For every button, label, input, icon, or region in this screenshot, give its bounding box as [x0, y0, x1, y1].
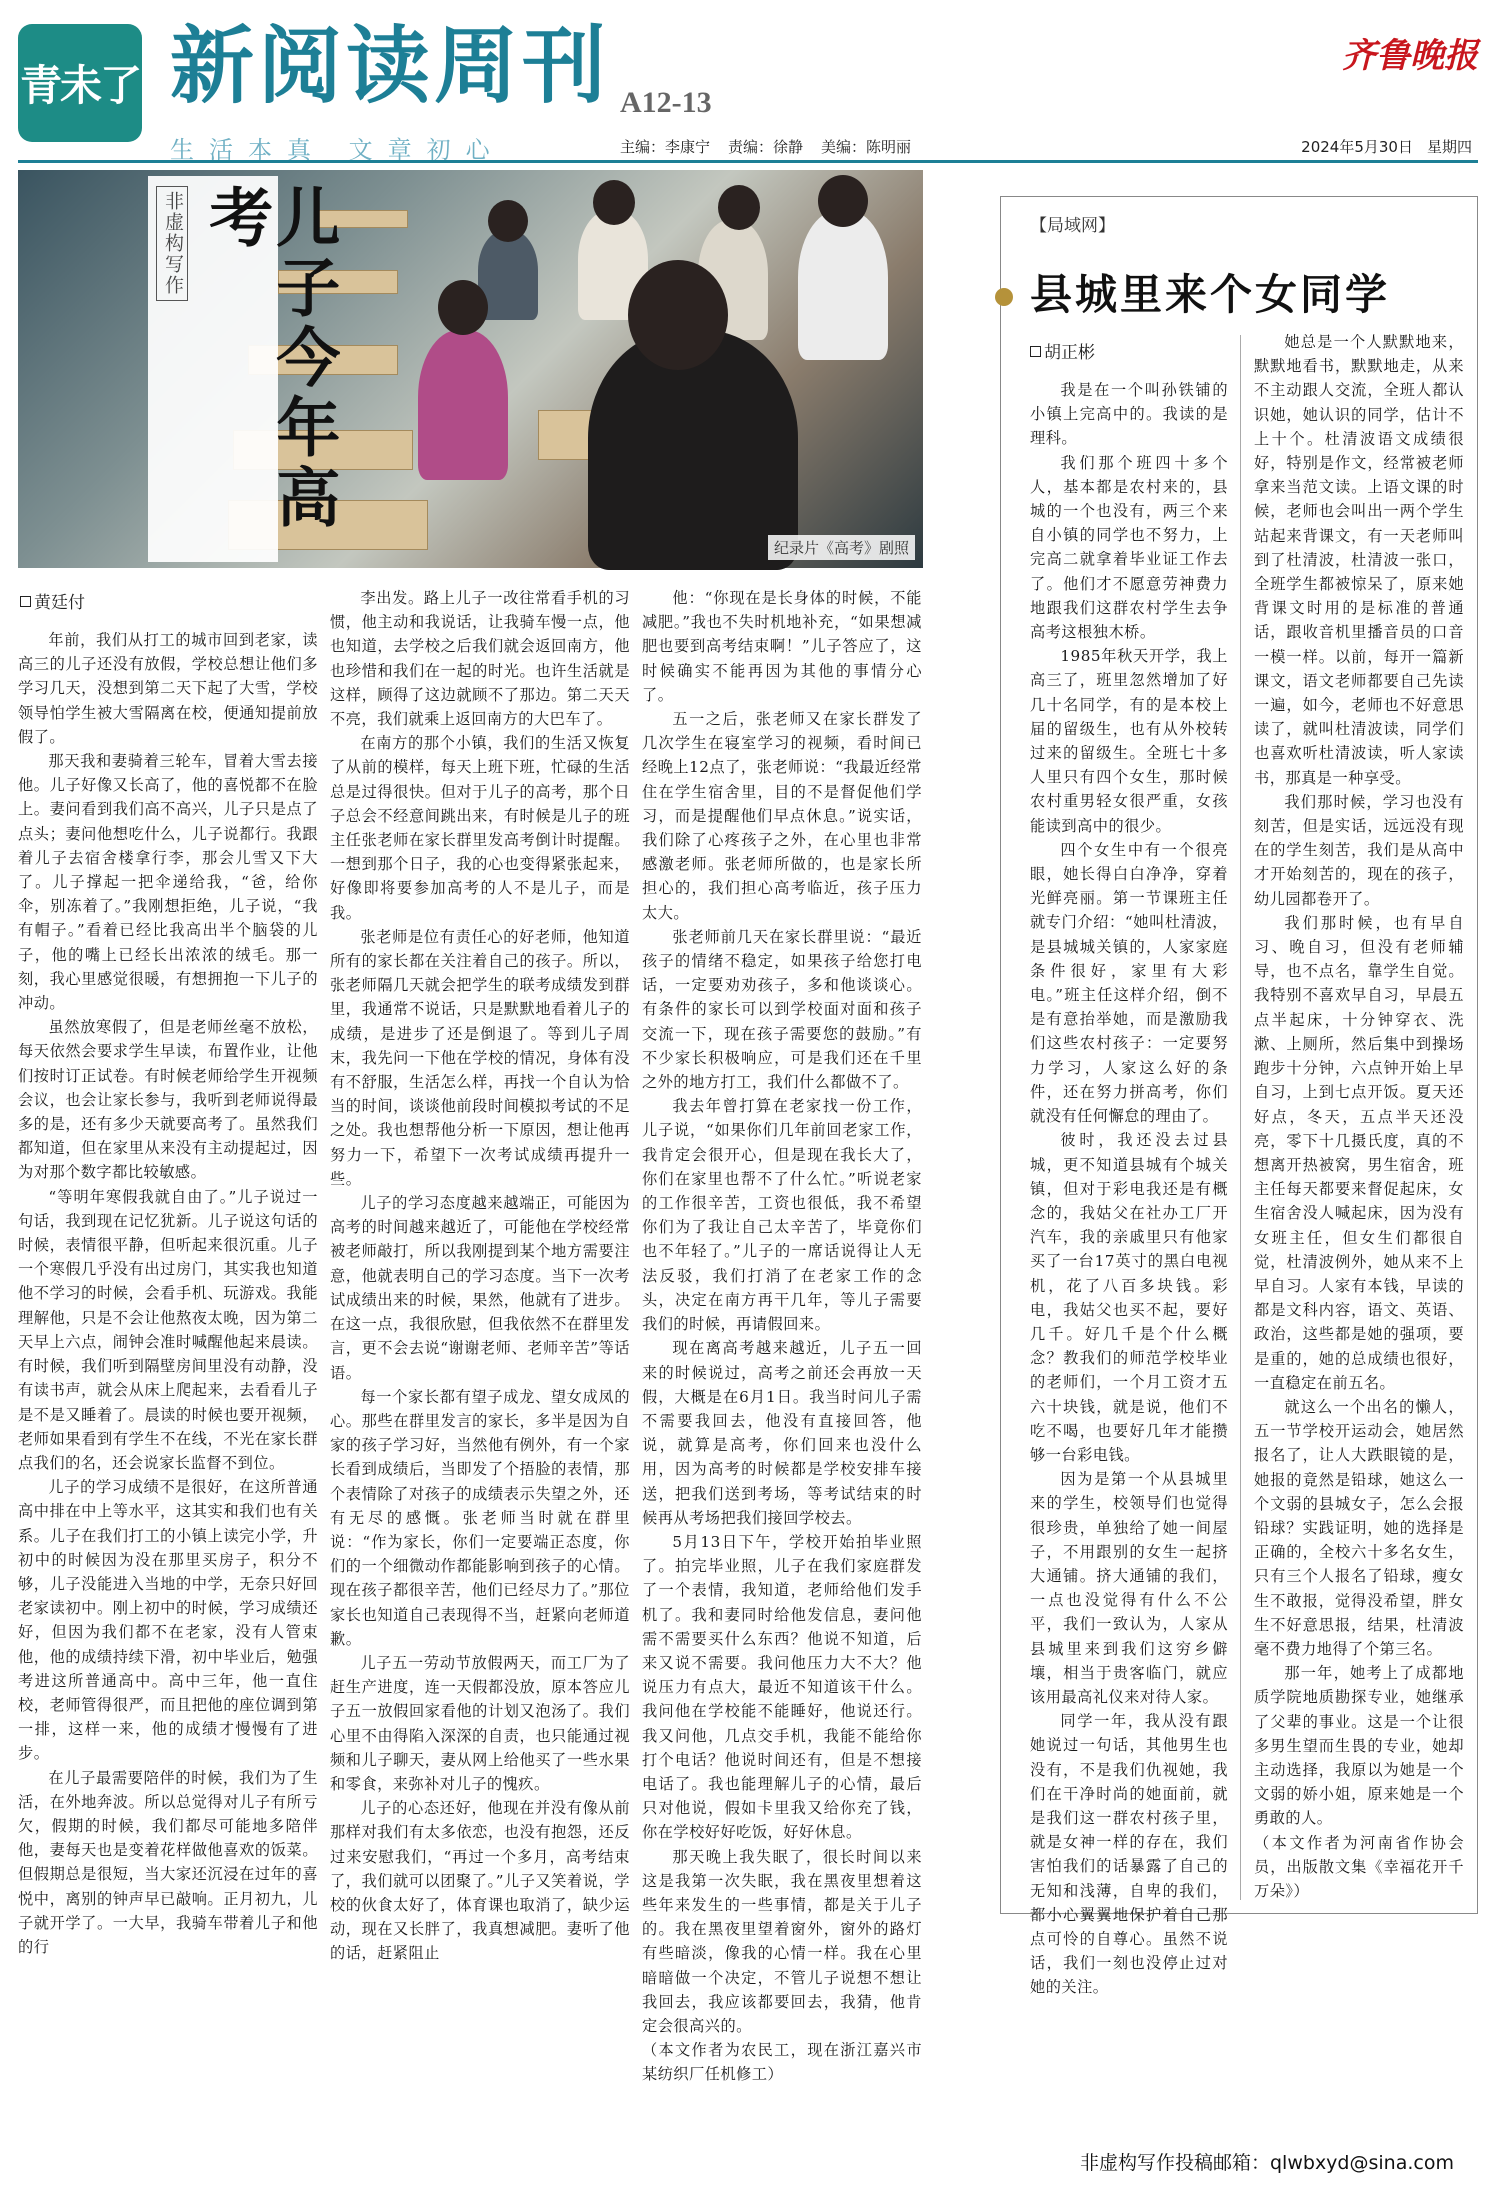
editor-chief: 主编：李康宁: [620, 138, 711, 156]
paragraph: 那一年，她考上了成都地质学院地质勘探专业，她继承了父辈的事业。这是一个让很多男生望而生畏的专业，她却主动选择，我原以为她是一个文弱的娇小姐，原来她是一个勇敢的人。: [1254, 1664, 1464, 1828]
article-column-3: [642, 586, 922, 2148]
editor-credits: [620, 136, 911, 157]
paragraph: 我们那个班四十多个人，基本都是农村来的，县城的一个也没有，两三个来自小镇的同学也不努力，上完高二就拿着毕业证工作去了。他们才不愿意劳神费力地跟我们这群农村学生去争高考这根独木桥。: [1030, 453, 1228, 642]
paragraph: 1985年秋天开学，我上高三了，班里忽然增加了好几十名同学，有的是本校上届的留级生，也有从外校转过来的留级生。全班七十多人里只有四个女生，那时候农村重男轻女很严重，女孩能读到高中的很少。: [1030, 647, 1228, 835]
paragraph: 儿子五一劳动节放假两天，而工厂为了赶生产进度，连一天假都没放，原本答应儿子五一放假回家看他的计划又泡汤了。我们心里不由得陷入深深的自责，也只能通过视频和儿子聊天，妻从网上给他买了一些水果和零食，来弥补对儿子的愧疚。: [330, 1653, 630, 1793]
paragraph: 我去年曾打算在老家找一份工作，儿子说，“如果你们几年前回老家工作，我肯定会很开心，但是现在我长大了，你们在家里也帮不了什么忙。”听说老家的工作很辛苦，工资也很低，我不希望你们为了我让自己太辛苦了，毕竟你们也不年轻了。”儿子的一席话说得让人无法反驳，我们打消了在老家工作的念头，决定在南方再干几年，等儿子需要我们的时候，再请假回来。: [642, 1097, 922, 1334]
paragraph: 那天晚上我失眠了，很长时间以来这是我第一次失眠，我在黑夜里想着这些年来发生的一些事情，都是关于儿子的。我在黑夜里望着窗外，窗外的路灯有些暗淡，像我的心情一样。我在心里暗暗做一个决定，不管儿子说想不想让我回去，我应该都要回去，我猜，他肯定会很高兴的。: [642, 1847, 922, 2035]
paragraph: 李出发。路上儿子一改往常看手机的习惯，他主动和我说话，让我骑车慢一点，他也知道，去学校之后我们就会返回南方，他也珍惜和我们在一起的时光。也许生活就是这样，顾得了这边就顾不了那边。第二天天不亮，我们就乘上返回南方的大巴车了。: [330, 589, 630, 729]
paragraph: 五一之后，张老师又在家长群发了几次学生在寝室学习的视频，看时间已经晚上12点了，张老师说：“我最近经常住在学生宿舍里，目的不是督促他们学习，而是提醒他们早点休息。”说实话，我们除了心疼孩子之外，在心里也非常感激老师。张老师所做的，也是家长所担心的，我们担心高考临近，孩子压力太大。: [642, 710, 922, 922]
paragraph: 虽然放寒假了，但是老师丝毫不放松，每天依然会要求学生早读，布置作业，让他们按时订正试卷。有时候老师给学生开视频会议，也会让家长参与，我听到老师说得最多的是，还有多少天就要高考了。虽然我们都知道，但在家里从来没有主动提起过，因为对那个数字都比较敏感。: [18, 1018, 318, 1182]
article-column-2: [330, 586, 630, 2148]
author-note: （本文作者为农民工，现在浙江嘉兴市某纺织厂任机修工）: [642, 2041, 922, 2084]
paragraph: 我们那时候，也有早自习、晚自习，但没有老师辅导，也不点名，靠学生自觉。我特别不喜欢早自习，早晨五点半起床，十分钟穿衣、洗漱、上厕所，然后集中到操场跑步十分钟，六点钟开始上早自习，上到七点开饭。夏天还好点，冬天，五点半天还没亮，零下十几摄氏度，真的不想离开热被窝，男生宿舍，班主任每天都要来督促起床，女生宿舍没人喊起床，因为没有女班主任，但女生们都很自觉，杜清波例外，她从来不上早自习。人家有本钱，早读的都是文科内容，语文、英语、政治，这些都是她的强项，要是重的，她的总成绩也很好，一直稳定在前五名。: [1254, 913, 1464, 1392]
submission-email: 非虚构写作投稿邮箱：qlwbxyd@sina.com: [1080, 2152, 1454, 2174]
paragraph: 那天我和妻骑着三轮车，冒着大雪去接他。儿子好像又长高了，他的喜悦都不在脸上。妻问看到我们高不高兴，儿子只是点了点头；妻问他想吃什么，儿子说都行。我跟着儿子去宿舍楼拿行李，那会儿雪又下大了。儿子撑起一把伞递给我，“爸，给你伞，别冻着了。”我刚想拒绝，儿子说，“我有帽子。”看着已经比我高出半个脑袋的儿子，他的嘴上已经长出浓浓的绒毛。那一刻，我心里感觉很暖，有想拥抱一下儿子的冲动。: [18, 752, 318, 1013]
byline-box-icon: [1030, 346, 1041, 357]
author-note: （本文作者为河南省作协会员，出版散文集《幸福花开千万朵》）: [1254, 1833, 1464, 1900]
page-code: A12-13: [620, 86, 712, 119]
paragraph: 儿子的心态还好，他现在并没有像从前那样对我们有太多依恋，也没有抱怨，还反过来安慰我们，“再过一个多月，高考结束了，我们就可以团聚了。”儿子又笑着说，学校的伙食太好了，体育课也取消了，缺少运动，现在又长胖了，我真想减肥。妻听了他的话，赶紧阻止: [330, 1799, 630, 1963]
paragraph: 就这么一个出名的懒人，五一节学校开运动会，她居然报名了，让人大跌眼镜的是，她报的竟然是铅球，她这么一个文弱的县城女子，怎么会报铅球？实践证明，她的选择是正确的，全校六十多名女生，只有三个人报名了铅球，瘦女生不敢报，觉得没希望，胖女生不好意思报，结果，杜清波毫不费力地得了个第三名。: [1254, 1397, 1464, 1658]
paragraph: 彼时，我还没去过县城，更不知道县城有个城关镇，但对于彩电我还是有概念的，我姑父在社办工厂开汽车，我的亲戚里只有他家买了一台17英寸的黑白电视机，花了八百多块钱。彩电，我姑父也买不起，要好几千。好几千是个什么概念？教我们的师范学校毕业的老师们，一个月工资才五六十块钱，就是说，他们不吃不喝，也要好几年才能攒够一台彩电钱。: [1030, 1131, 1228, 1464]
article-column-1: [18, 628, 318, 2148]
title-bullet-icon: [995, 288, 1013, 306]
paragraph: 每一个家长都有望子成龙、望女成凤的心。那些在群里发言的家长，多半是因为自家的孩子学习好，当然他有例外，有一个家长看到成绩后，当即发了个捂脸的表情，那个表情除了对孩子的成绩表示失望之外，还有无尽的感慨。张老师当时就在群里说：“作为家长，你们一定要端正态度，你们的一个细微动作都能影响到孩子的心情。现在孩子都很辛苦，他们已经尽力了。”那位家长也知道自己表现得不当，赶紧向老师道歉。: [330, 1387, 630, 1648]
paragraph: 张老师前几天在家长群里说：“最近孩子的情绪不稳定，如果孩子给您打电话，一定要劝劝孩子，多和他谈谈心。有条件的家长可以到学校面对面和孩子交流一下，现在孩子需要您的鼓励。”有不少家长积极响应，可是我们还在千里之外的地方打工，我们什么都做不了。: [642, 927, 922, 1092]
column-tag: 【局域网】: [1030, 216, 1115, 236]
genre-label: 非虚构写作: [156, 186, 188, 301]
paragraph: 我是在一个叫孙铁铺的小镇上完高中的。我读的是理科。: [1030, 381, 1228, 448]
sidebar-column-1: [1030, 378, 1228, 1997]
paragraph: 她总是一个人默默地来，默默地看书，默默地走，从来不主动跟人交流，全班人都认识她，她认识的同学，估计不上十个。杜清波语文成绩很好，特别是作文，经常被老师拿来当范文读。上语文课的时候，老师也会叫出一两个学生站起来背课文，有一天老师叫到了杜清波，杜清波一张口，全班学生都被惊呆了，原来她背课文时用的是标准的普通话，跟收音机里播音员的口音一模一样。以前，每开一篇新课文，语文老师都要自己先读一遍，如今，老师也不好意思读了，就叫杜清波读，同学们也喜欢听杜清波读，听人家读书，那真是一种享受。: [1254, 333, 1464, 787]
sidebar-article-byline: [1030, 338, 1095, 363]
paragraph: 同学一年，我从没有跟她说过一句话，其他男生也没有，不是我们仇视她，我们在干净时尚的她面前，就是我们这一群农村孩子里，就是女神一样的存在，我们害怕我们的话暴露了自己的无知和浅薄，自卑的我们，都小心翼翼地保护着自己那点可怜的自尊心。虽然不说话，我们一刻也没停止过对她的关注。: [1030, 1712, 1228, 1997]
sidebar-article-title: 县城里来个女同学: [1030, 270, 1391, 319]
paragraph: 现在离高考越来越近，儿子五一回来的时候说过，高考之前还会再放一天假，大概是在6月1日。我当时问儿子需不需要我回去，他没有直接回答，他说，就算是高考，你们回来也没什么用，因为高考的时候都是学校安排车接送，把我们送到考场，等考试结束的时候再从考场把我们接回学校去。: [642, 1339, 922, 1527]
article-title-panel: [148, 176, 341, 562]
designer: 美编：陈明丽: [821, 138, 912, 156]
paragraph: 5月13日下午，学校开始拍毕业照了。拍完毕业照，儿子在我们家庭群发了一个表情，我知道，老师给他们发手机了。我和妻同时给他发信息，妻问他需不需要买什么东西？他说不知道，后来又说不需要。我问他压力大不大？他说压力有点大，最近不知道该干什么。我问他在学校能不能睡好，他说还行。我又问他，几点交手机，我能不能给你打个电话？他说时间还有，但是不想接电话了。我也能理解儿子的心情，最后只对他说，假如卡里我又给你充了钱，你在学校好好吃饭，好好休息。: [642, 1532, 922, 1842]
issue-weekday: 星期四: [1426, 138, 1472, 156]
sidebar-column-2: [1254, 330, 1464, 1908]
paragraph: 在儿子最需要陪伴的时候，我们为了生活，在外地奔波。所以总觉得对儿子有所亏欠，假期的时候，我们都尽可能地多陪伴他，妻每天也是变着花样做他喜欢的饭菜。但假期总是很短，当大家还沉浸在过年的喜悦中，离别的钟声早已敲响。正月初九，儿子就开学了。一大早，我骑车带着儿子和他的行: [18, 1768, 318, 1956]
paragraph: 他：“你现在是长身体的时候，不能减肥。”我也不失时机地补充，“如果想减肥也要到高考结束啊！”儿子答应了，这时候确实不能再因为其他的事情分心了。: [642, 589, 922, 704]
article-title: 儿子今年高考: [198, 184, 341, 534]
paragraph: 四个女生中有一个很亮眼，她长得白白净净，穿着光鲜亮丽。第一节课班主任就专门介绍：“她叫杜清波，是县城城关镇的，人家家庭条件很好，家里有大彩电。”班主任这样介绍，倒不是有意抬举她，而是激励我们这些农村孩子：一定要努力学习，人家这么好的条件，还在努力拼高考，你们就没有任何懈怠的理由了。: [1030, 840, 1228, 1126]
paragraph: “等明年寒假我就自由了。”儿子说过一句话，我到现在记忆犹新。儿子说这句话的时候，表情很平静，但听起来很沉重。儿子一个寒假几乎没有出过房门，其实我也知道他不学习的时候，会看手机、玩游戏。我能理解他，只是不会让他熬夜太晚，因为第二天早上六点，闹钟会准时喊醒他起来晨读。有时候，我们听到隔壁房间里没有动静，没有读书声，就会从床上爬起来，去看看儿子是不是又睡着了。晨读的时候也要开视频，老师如果看到有学生不在线，不光在家长群点我们的名，还会说家长监督不到位。: [18, 1187, 318, 1472]
paragraph: 儿子的学习态度越来越端正，可能因为高考的时间越来越近了，可能他在学校经常被老师敲打，所以我刚提到某个地方需要注意，他就表明自己的学习态度。当下一次考试成绩出来的时候，果然，他就有了进步。在这一点，我很欣慰，但我依然不在群里发言，更不会去说“谢谢老师、老师辛苦”等话语。: [330, 1194, 630, 1382]
author-name: 胡正彬: [1044, 343, 1095, 363]
paragraph: 年前，我们从打工的城市回到老家，读高三的儿子还没有放假，学校总想让他们多学习几天，没想到第二天下起了大雪，学校领导怕学生被大雪隔离在校，便通知提前放假了。: [18, 631, 318, 746]
paragraph: 儿子的学习成绩不是很好，在这所普通高中排在中上等水平，这其实和我们也有关系。儿子在我们打工的小镇上读完小学，升初中的时候因为没在那里买房子，积分不够，儿子没能进入当地的中学，无奈只好回老家读初中。刚上初中的时候，学习成绩还好，但因为我们都不在老家，没有人管束他，他的成绩持续下滑，初中毕业后，勉强考进这所普通高中。高中三年，他一直住校，老师管得很严，而且把他的座位调到第一排，这样一来，他的成绩才慢慢有了进步。: [18, 1478, 318, 1763]
paragraph: 在南方的那个小镇，我们的生活又恢复了从前的模样，每天上班下班，忙碌的生活总是过得很快。但对于儿子的高考，那个日子总会不经意间跳出来，有时候是儿子的班主任张老师在家长群里发高考倒计时提醒。一想到那个日子，我的心也变得紧张起来，好像即将要参加高考的人不是儿子，而是我。: [330, 734, 630, 922]
paragraph: 我们那时候，学习也没有刻苦，但是实话，远远没有现在的学生刻苦，我们是从高中才开始刻苦的，现在的孩子，幼儿园都卷开了。: [1254, 792, 1464, 908]
column-logo-text: 青未了: [19, 61, 140, 110]
photo-caption: 纪录片《高考》剧照: [768, 535, 915, 560]
page-title: 新阅读周刊: [170, 16, 611, 115]
header-rule: [18, 160, 1478, 164]
author-name: 黄廷付: [34, 593, 85, 613]
column-slogan: 生活本真 文章初心: [170, 136, 505, 164]
column-logo: [18, 24, 142, 142]
dateline: [1301, 136, 1472, 157]
article-byline: [20, 588, 85, 613]
editor: 责编：徐静: [728, 138, 804, 156]
column-divider: [1240, 335, 1241, 1900]
newspaper-brand: 齐鲁晚报: [1342, 36, 1478, 76]
paragraph: 张老师是位有责任心的好老师，他知道所有的家长都在关注着自己的孩子。所以，张老师隔几天就会把学生的联考成绩发到群里，我通常不说话，只是默默地看着儿子的成绩，是进步了还是倒退了。等到儿子周末，我先问一下他在学校的情况，身体有没有不舒服，生活怎么样，再找一个自认为恰当的时间，谈谈他前段时间模拟考试的不足之处。我也想帮他分析一下原因，想让他再努力一下，希望下一次考试成绩再提升一些。: [330, 927, 630, 1188]
paragraph: 因为是第一个从县城里来的学生，校领导们也觉得很珍贵，单独给了她一间屋子，不用跟别的女生一起挤大通铺。挤大通铺的我们，一点也没觉得有什么不公平，我们一致认为，人家从县城里来到我们这穷乡僻壤，相当于贵客临门，就应该用最高礼仪来对待人家。: [1030, 1470, 1228, 1706]
issue-date: 2024年5月30日: [1301, 138, 1413, 156]
byline-box-icon: [20, 596, 31, 607]
